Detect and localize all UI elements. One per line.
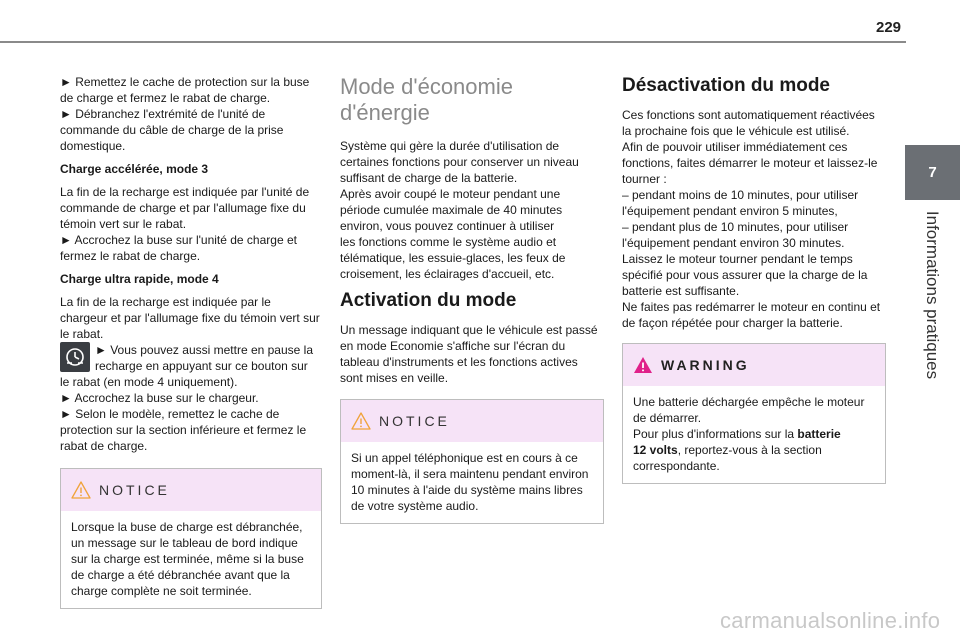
- text-line: en mode Economie s'affiche sur l'écran du: [340, 339, 566, 353]
- text-line: domestique.: [60, 139, 126, 153]
- activation-text: [340, 322, 604, 386]
- text-line: télématique, les essuie-glaces, les feux de: [340, 251, 566, 265]
- heading-mode-4: Charge ultra rapide, mode 4: [60, 272, 219, 286]
- notice-body: [341, 442, 603, 523]
- text-line: recharge en appuyant sur ce bouton sur: [95, 359, 308, 373]
- text-line: de charge a été débranchée avant que la: [71, 568, 290, 582]
- column-left: [60, 74, 322, 617]
- chapter-label: Informations pratiques: [923, 210, 943, 380]
- text-line: le rabat.: [60, 327, 104, 341]
- text-line: ► Débranchez l'extrémité de l'unité de: [60, 107, 266, 121]
- notice-header: [61, 469, 321, 511]
- heading-mode-3: Charge accélérée, mode 3: [60, 162, 209, 176]
- energy-saving-text: [340, 138, 604, 282]
- text-line: certaines fonctions pour conserver un niveau: [340, 155, 579, 169]
- battery-voltage-text: 12 volts: [633, 443, 678, 457]
- text-line: de votre système audio.: [351, 499, 479, 513]
- header-rule: [0, 41, 906, 43]
- text-line: période cumulée maximale de 40 minutes: [340, 203, 563, 217]
- text-line: sur la charge est terminée, même si la buse: [71, 552, 304, 566]
- section-title-energy-saving: [340, 74, 604, 126]
- chapter-tab[interactable]: [905, 145, 960, 200]
- pause-button-row: [60, 342, 322, 374]
- text-line: spécifié pour vous assurer que la charge de la: [622, 268, 868, 282]
- notice-title: NOTICE: [99, 482, 170, 498]
- text-line: de façon répétée pour charger la batterie.: [622, 316, 843, 330]
- text-line: l'équipement pendant environ 5 minutes,: [622, 204, 838, 218]
- text-fragment: , reportez-vous à la section: [677, 443, 822, 457]
- pause-button-text: [95, 342, 313, 374]
- chapter-number: 7: [928, 164, 937, 181]
- text-line: de démarrer.: [633, 411, 702, 425]
- text-line: Une batterie déchargée empêche le moteur: [633, 395, 865, 409]
- text-line: de charge et fermez le rabat de charge.: [60, 91, 271, 105]
- text-line: ► Remettez le cache de protection sur la buse: [60, 75, 310, 89]
- battery-link-text: batterie: [797, 427, 841, 441]
- title-line: d'énergie: [340, 100, 430, 125]
- text-line: fermez le rabat de charge.: [60, 249, 201, 263]
- text-line: un message sur le tableau de bord indique: [71, 536, 298, 550]
- warning-triangle-icon: [71, 481, 91, 499]
- text-line: 10 minutes à l'aide du système mains libres: [351, 483, 583, 497]
- notice-title: NOTICE: [379, 413, 450, 429]
- text-line: commande de charge et par l'allumage fixe du: [60, 201, 306, 215]
- text-line: batterie est suffisante.: [622, 284, 740, 298]
- text-line: correspondante.: [633, 459, 720, 473]
- text-line: – pendant plus de 10 minutes, pour utiliser: [622, 220, 849, 234]
- unplug-instructions: [60, 74, 322, 154]
- text-line: sont mises en veille.: [340, 371, 449, 385]
- column-right: [622, 74, 886, 492]
- text-line: tableau d'instruments et les fonctions actives: [340, 355, 578, 369]
- mode-4-text: [60, 294, 322, 454]
- warning-title: WARNING: [661, 357, 750, 373]
- text-line: ► Selon le modèle, remettez le cache de: [60, 407, 280, 421]
- text-line: la prochaine fois que le véhicule est utilisé.: [622, 124, 850, 138]
- mode-3-text: [60, 184, 322, 264]
- text-line: ► Accrochez la buse sur l'unité de charge et: [60, 233, 297, 247]
- warning-header: [623, 344, 885, 386]
- text-line: Un message indiquant que le véhicule est passé: [340, 323, 598, 337]
- notice-body: [61, 511, 321, 608]
- text-line: protection sur la section inférieure et fermez le: [60, 423, 307, 437]
- text-line: Système qui gère la durée d'utilisation de: [340, 139, 560, 153]
- text-line: environ, vous pouvez continuer à utiliser: [340, 219, 555, 233]
- warning-triangle-icon: [351, 412, 371, 430]
- warning-box: [622, 343, 886, 484]
- text-line: La fin de la recharge est indiquée par le: [60, 295, 271, 309]
- text-line: les fonctions comme le système audio et: [340, 235, 557, 249]
- text-line: tourner :: [622, 172, 667, 186]
- text-line: charge complète ne soit terminée.: [71, 584, 252, 598]
- text-line: chargeur et par l'allumage fixe du témoin vert sur: [60, 311, 320, 325]
- column-middle: [340, 74, 604, 532]
- text-line: ► Accrochez la buse sur le chargeur.: [60, 391, 259, 405]
- warning-triangle-icon: [633, 356, 653, 374]
- text-line: Ne faites pas redémarrer le moteur en continu et: [622, 300, 881, 314]
- text-line: Laissez le moteur tourner pendant le temps: [622, 252, 853, 266]
- text-line: croisement, les éclairages d'accueil, etc.: [340, 267, 555, 281]
- text-line: l'équipement pendant environ 30 minutes.: [622, 236, 845, 250]
- text-line: Afin de pouvoir utiliser immédiatement ces: [622, 140, 848, 154]
- text-fragment: Pour plus d'informations sur la: [633, 427, 798, 441]
- text-line: – pendant moins de 10 minutes, pour utiliser: [622, 188, 859, 202]
- text-line: Ces fonctions sont automatiquement réactivées: [622, 108, 875, 122]
- text-line: Si un appel téléphonique est en cours à ce: [351, 451, 578, 465]
- charge-timer-icon: [60, 342, 90, 372]
- text-line: commande du câble de charge de la prise: [60, 123, 284, 137]
- text-line: moment-là, il sera maintenu pendant environ: [351, 467, 589, 481]
- text-line: suffisant de charge de la batterie.: [340, 171, 518, 185]
- title-line: Mode d'économie: [340, 74, 513, 99]
- notice-header: [341, 400, 603, 442]
- text-line: témoin vert sur le rabat.: [60, 217, 187, 231]
- deactivation-text: [622, 107, 886, 331]
- text-line: [633, 442, 875, 458]
- text-line: ► Vous pouvez aussi mettre en pause la: [95, 343, 314, 357]
- chapter-label-wrap: [905, 200, 960, 390]
- notice-box: [340, 399, 604, 524]
- text-line: [633, 426, 875, 442]
- text-line: Après avoir coupé le moteur pendant une: [340, 187, 561, 201]
- text-line: La fin de la recharge est indiquée par l'unité de: [60, 185, 310, 199]
- watermark: carmanualsonline.info: [720, 608, 941, 633]
- text-line: le rabat (en mode 4 uniquement).: [60, 375, 238, 389]
- notice-box: [60, 468, 322, 609]
- page-number: 229: [876, 19, 902, 36]
- warning-body: [623, 386, 885, 483]
- heading-deactivation: Désactivation du mode: [622, 75, 830, 96]
- heading-activation: Activation du mode: [340, 290, 517, 311]
- text-line: rabat de charge.: [60, 439, 148, 453]
- text-line: Lorsque la buse de charge est débranchée,: [71, 520, 303, 534]
- text-line: fonctions, faites démarrer le moteur et laissez-le: [622, 156, 878, 170]
